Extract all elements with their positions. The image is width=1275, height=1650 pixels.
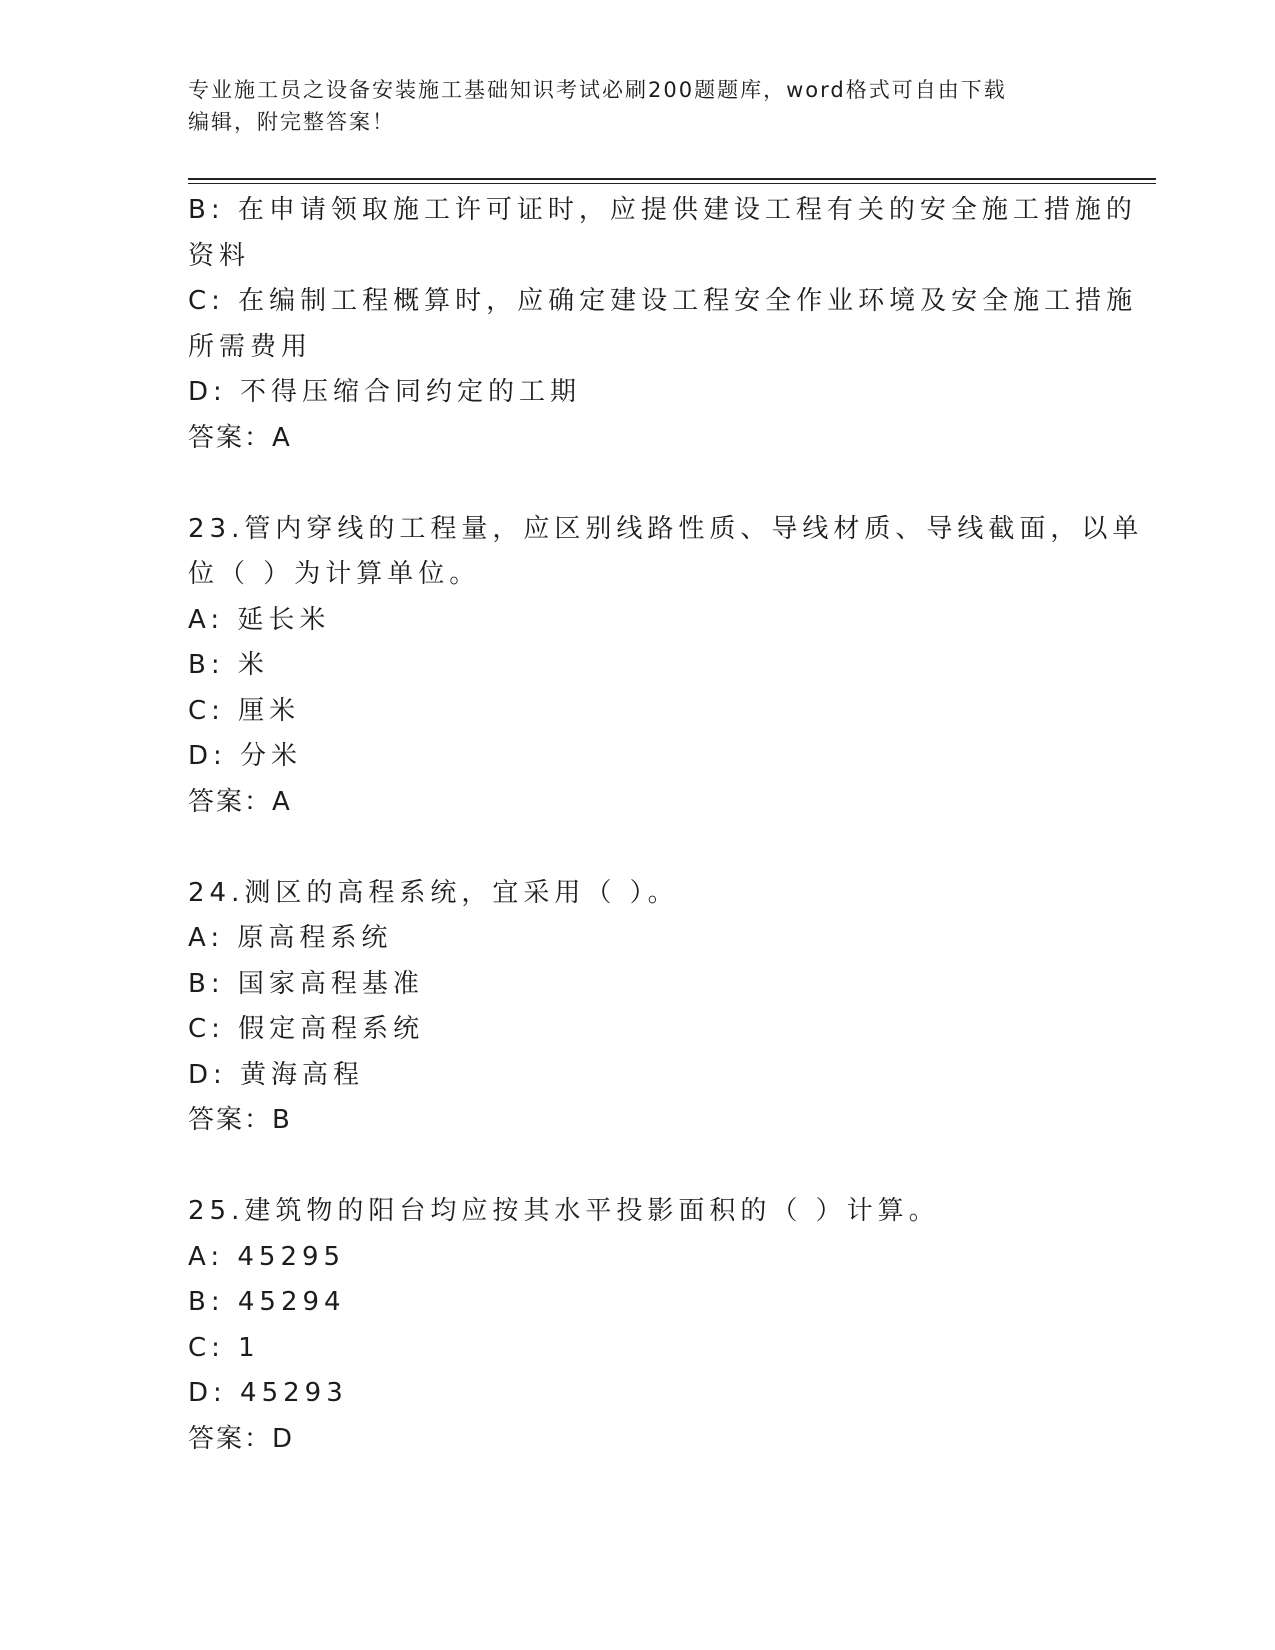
option-b: B: 米 — [188, 650, 269, 680]
header-title-line-2: 编辑，附完整答案！ — [188, 110, 395, 134]
option-d: D: 分米 — [188, 741, 303, 771]
option-c-line-1: C: 在编制工程概算时，应确定建设工程安全作业环境及安全施工措施 — [188, 286, 1138, 316]
header-divider-thin — [188, 183, 1156, 184]
document-body — [188, 188, 1144, 1462]
option-c: C: 1 — [188, 1332, 260, 1363]
answer-line: 答案：B — [188, 1105, 292, 1135]
option-c: C: 假定高程系统 — [188, 1014, 425, 1044]
option-d: D: 45293 — [188, 1378, 348, 1408]
option-b: B: 45294 — [188, 1287, 346, 1317]
question-stem-line-1: 25.建筑物的阳台均应按其水平投影面积的（ ）计算。 — [188, 1196, 940, 1226]
question-23 — [188, 507, 1144, 826]
document-header — [188, 74, 1068, 138]
option-b-line-1: B: 在申请领取施工许可证时，应提供建设工程有关的安全施工措施的 — [188, 195, 1137, 225]
option-b-line-2: 资料 — [188, 240, 251, 271]
question-stem-line-2: 位（ ）为计算单位。 — [188, 559, 481, 589]
option-a: A: 原高程系统 — [188, 923, 393, 953]
question-stem-line-1: 23.管内穿线的工程量，应区别线路性质、导线材质、导线截面，以单 — [188, 513, 1144, 544]
option-c: C: 厘米 — [188, 695, 301, 726]
question-stem-line-1: 24.测区的高程系统，宜采用（ ）。 — [188, 877, 679, 908]
option-a: A: 延长米 — [188, 604, 331, 635]
answer-line: 答案：D — [188, 1423, 295, 1454]
option-c-line-2: 所需费用 — [188, 331, 313, 362]
header-title-line-1: 专业施工员之设备安装施工基础知识考试必刷200题题库，word格式可自由下载 — [188, 78, 1007, 102]
answer-line: 答案：A — [188, 786, 292, 817]
option-b: B: 国家高程基准 — [188, 968, 424, 999]
answer-line: 答案：A — [188, 422, 292, 453]
question-25 — [188, 1189, 1088, 1462]
option-d: D: 黄海高程 — [188, 1059, 365, 1090]
question-22-continuation — [188, 188, 1138, 461]
question-24 — [188, 871, 1088, 1144]
header-divider-thick — [188, 178, 1156, 180]
option-d: D: 不得压缩合同约定的工期 — [188, 377, 582, 407]
option-a: A: 45295 — [188, 1241, 346, 1272]
